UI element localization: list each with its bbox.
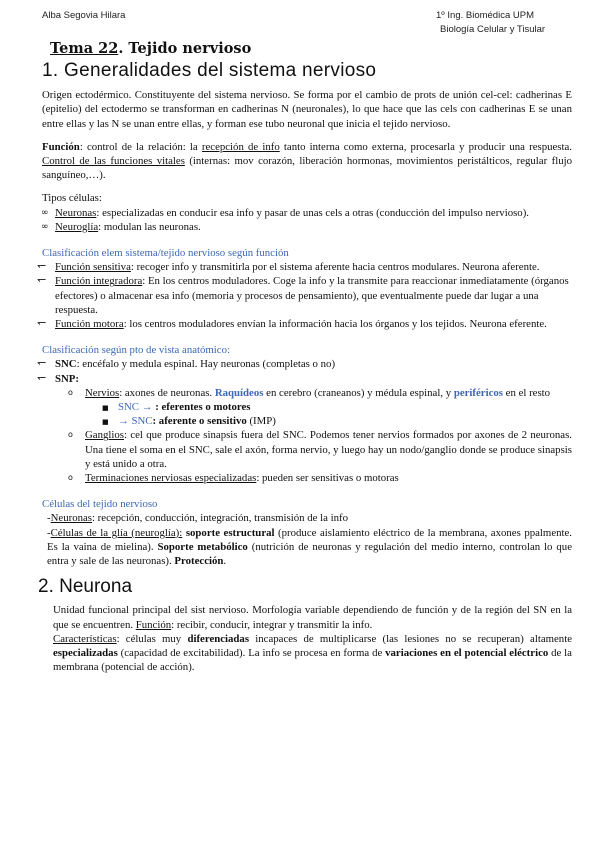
snc-label: SNC <box>55 358 77 371</box>
item-label: Neuronas <box>55 206 97 219</box>
afferent-text: : aferente o sensitivo <box>152 415 247 428</box>
glia-label: Células de la glía (neuroglía): <box>50 526 183 539</box>
car-text-3: (capacidad de excitabilidad). La info se procesa en forma de <box>117 646 386 659</box>
tema-title <box>50 42 572 56</box>
nervios-label: Nervios <box>85 386 120 399</box>
terminaciones-label: Terminaciones nerviosas especializadas <box>85 472 257 485</box>
list-item <box>37 316 572 331</box>
nervios-text-2: en cerebro (craneanos) y médula espinal, y <box>263 386 454 399</box>
list-item <box>37 273 572 317</box>
glia-bold-2: Soporte metabólico <box>157 540 248 553</box>
arrow-left-icon: ↽ <box>37 370 47 384</box>
arrow-left-icon: ↽ <box>37 356 47 370</box>
list-item <box>37 356 572 371</box>
list-item <box>42 400 572 414</box>
car-text-2: incapaces de multiplicarse (las lesiones no se recuperan) altamente <box>249 632 572 645</box>
bullet-icon: ∞ <box>41 221 49 232</box>
tema-number: Tema 22 <box>50 40 119 57</box>
funcion-underline-1: recepción de info <box>201 140 280 153</box>
car-text-4: de la membrana (potencial de acción). <box>53 646 572 674</box>
neurona-text-1: Unidad funcional principal del sist nervioso. Morfología variable dependiendo de función y de la región del SN en la que se encuentren. <box>53 604 572 631</box>
list-item <box>37 370 572 386</box>
snp-label: SNP: <box>55 372 79 385</box>
neuronas-text: : recepción, conducción, integración, transmisión de la info <box>91 512 349 525</box>
glia-text-1: (produce aislamiento eléctrico de la membrana, axones ppalmente. Es la vaina de mielina). <box>47 526 572 553</box>
car-text-1: : células muy <box>116 632 188 645</box>
header-course: 1º Ing. Biomédica UPM <box>436 10 534 21</box>
afferent-arrow-text: → SNC <box>118 415 153 428</box>
funcion-underline-2: Control de las funciones vitales <box>42 155 185 168</box>
neurona-funcion-label: Función <box>135 618 172 631</box>
document-body <box>37 40 572 674</box>
circle-bullet-icon: o <box>68 430 73 440</box>
funcion-text-1: : control de la relación: la <box>79 140 202 153</box>
list-item <box>42 206 572 220</box>
neurona-paragraph-2 <box>42 632 572 675</box>
item-text: : especializadas en conducir esa info y pasar de unas cels a otras (conducción del impulso nervioso). <box>96 206 529 219</box>
celulas-title: Células del tejido nervioso <box>42 498 158 511</box>
glia-text-3: . <box>223 555 227 568</box>
circle-bullet-icon: o <box>68 473 73 483</box>
header-subject: Biología Celular y Tisular <box>440 24 546 35</box>
list-item <box>42 414 572 428</box>
car-bold-3: variaciones en el potencial eléctrico <box>385 646 549 659</box>
header-author: Alba Segovia Hilara <box>42 10 126 21</box>
list-item <box>42 471 572 485</box>
efferent-text: : eferentes o motores <box>155 401 251 414</box>
neuronas-label: Neuronas <box>50 512 92 525</box>
snc-text: : encéfalo y medula espinal. Hay neuronas (completas o no) <box>76 358 336 371</box>
list-item <box>42 428 572 471</box>
list-item <box>42 220 572 234</box>
square-bullet-icon: ■ <box>102 404 109 413</box>
section-1-title: 1. Generalidades del sistema nervioso <box>42 60 377 82</box>
funcion-text-3: (internas: mov corazón, liberación hormonas, movimientos peristálticos, regular flujo sanguíneo,…). <box>42 155 572 182</box>
list-item <box>37 259 572 274</box>
section-2-title: 2. Neurona <box>38 576 133 598</box>
raquideos-text: Raquídeos <box>214 386 264 399</box>
arrow-left-icon: ↽ <box>37 259 47 273</box>
intro-paragraph: Origen ectodérmico. Constituyente del sistema nervioso. Se forma por el cambio de prots de unión cel-cel: cadherinas E (epitelio) del ectodermo se transforman en cadherinas N (neuronales), lo que hace que las cels con cadherinas E se unan entre ellas y las N se unan entre ellas, y forman ese tubo neuronal que inicia el tejido nervioso. <box>42 89 572 130</box>
tipos-title: Tipos células: <box>42 192 102 205</box>
item-label: Función sensitiva <box>55 261 131 274</box>
perifericos-text: periféricos <box>453 386 503 399</box>
bullet-icon: ∞ <box>41 207 49 218</box>
clasif-anat-title: Clasificación según pto de vista anatómico: <box>42 344 230 357</box>
glia-bold-1: soporte estructural <box>182 526 275 539</box>
list-item: -Neuronas: recepción, conducción, integración, transmisión de la info <box>47 512 349 525</box>
terminaciones-text: : pueden ser sensitivas o motoras <box>256 472 399 485</box>
list-item <box>42 386 572 400</box>
car-bold-2: especializadas <box>53 646 118 659</box>
glia-bold-3: Protección <box>174 555 224 568</box>
item-label: Función integradora <box>55 275 143 288</box>
item-text: : modulan las neuronas. <box>98 220 201 233</box>
arrow-left-icon: ↽ <box>37 316 47 330</box>
item-text: : los centros moduladores envían la información hacia los órganos y los tejidos. Neurona eferente. <box>123 318 547 331</box>
list-item: -Células de la glía (neuroglía): soporte estructural (produce aislamiento eléctrico de la membrana, axones ppalmente. Es la vaina de mielina). Soporte metabólico (nutrición de neuronas y regulación del medio interno, controlan lo que entra y sale de las neuronas). Protección. <box>47 526 572 568</box>
car-bold-1: diferenciadas <box>187 632 250 645</box>
circle-bullet-icon: o <box>68 387 73 397</box>
item-text: : recoger info y transmitirla por el sistema aferente hacia centros modulares. Neurona aferente. <box>130 261 540 274</box>
item-text: : En los centros moduladores. Coge la info y la transmite para reaccionar inmediatamente (órganos efectores) o almacenar esa info (memoria y procesos de pensamiento), que eventualmente puede dar lugar a una respuesta. <box>55 275 569 316</box>
ganglios-label: Ganglios <box>85 429 124 442</box>
tema-name: . Tejido nervioso <box>118 40 252 57</box>
item-label: Neuroglía <box>55 220 99 233</box>
neurona-text-2: : recibir, conducir, integrar y transmitir la info. <box>171 618 373 631</box>
funcion-paragraph <box>42 140 572 183</box>
ganglios-text: : cel que produce sinapsis fuera del SNC. Podemos tener nervios formados por axones de 2 neuronas. Una tiene el soma en el SNC, sale el axón, forma nervio, y luego hay un nodo/ganglio donde se produce sinapsis y está unido a otra. <box>85 429 572 470</box>
afferent-note: (IMP) <box>246 415 276 428</box>
funcion-label: Función <box>42 140 80 153</box>
item-label: Función motora <box>55 318 124 331</box>
clasif-funcion-title: Clasificación elem sistema/tejido nervioso según función <box>42 247 289 260</box>
caracteristicas-label: Características <box>53 632 117 645</box>
nervios-text-1: : axones de neuronas. <box>119 386 215 399</box>
nervios-text-3: en el resto <box>502 386 551 399</box>
efferent-arrow-text: SNC → <box>118 401 156 414</box>
neurona-paragraph-1 <box>42 603 572 631</box>
arrow-left-icon: ↽ <box>37 273 47 287</box>
glia-text-2: (nutrición de neuronas y regulación del medio interno, controlan lo que entra y sale de las neuronas). <box>47 540 572 568</box>
square-bullet-icon: ■ <box>102 418 109 427</box>
funcion-text-2: tanto interna como externa, procesarla y producir una respuesta. <box>279 140 572 153</box>
